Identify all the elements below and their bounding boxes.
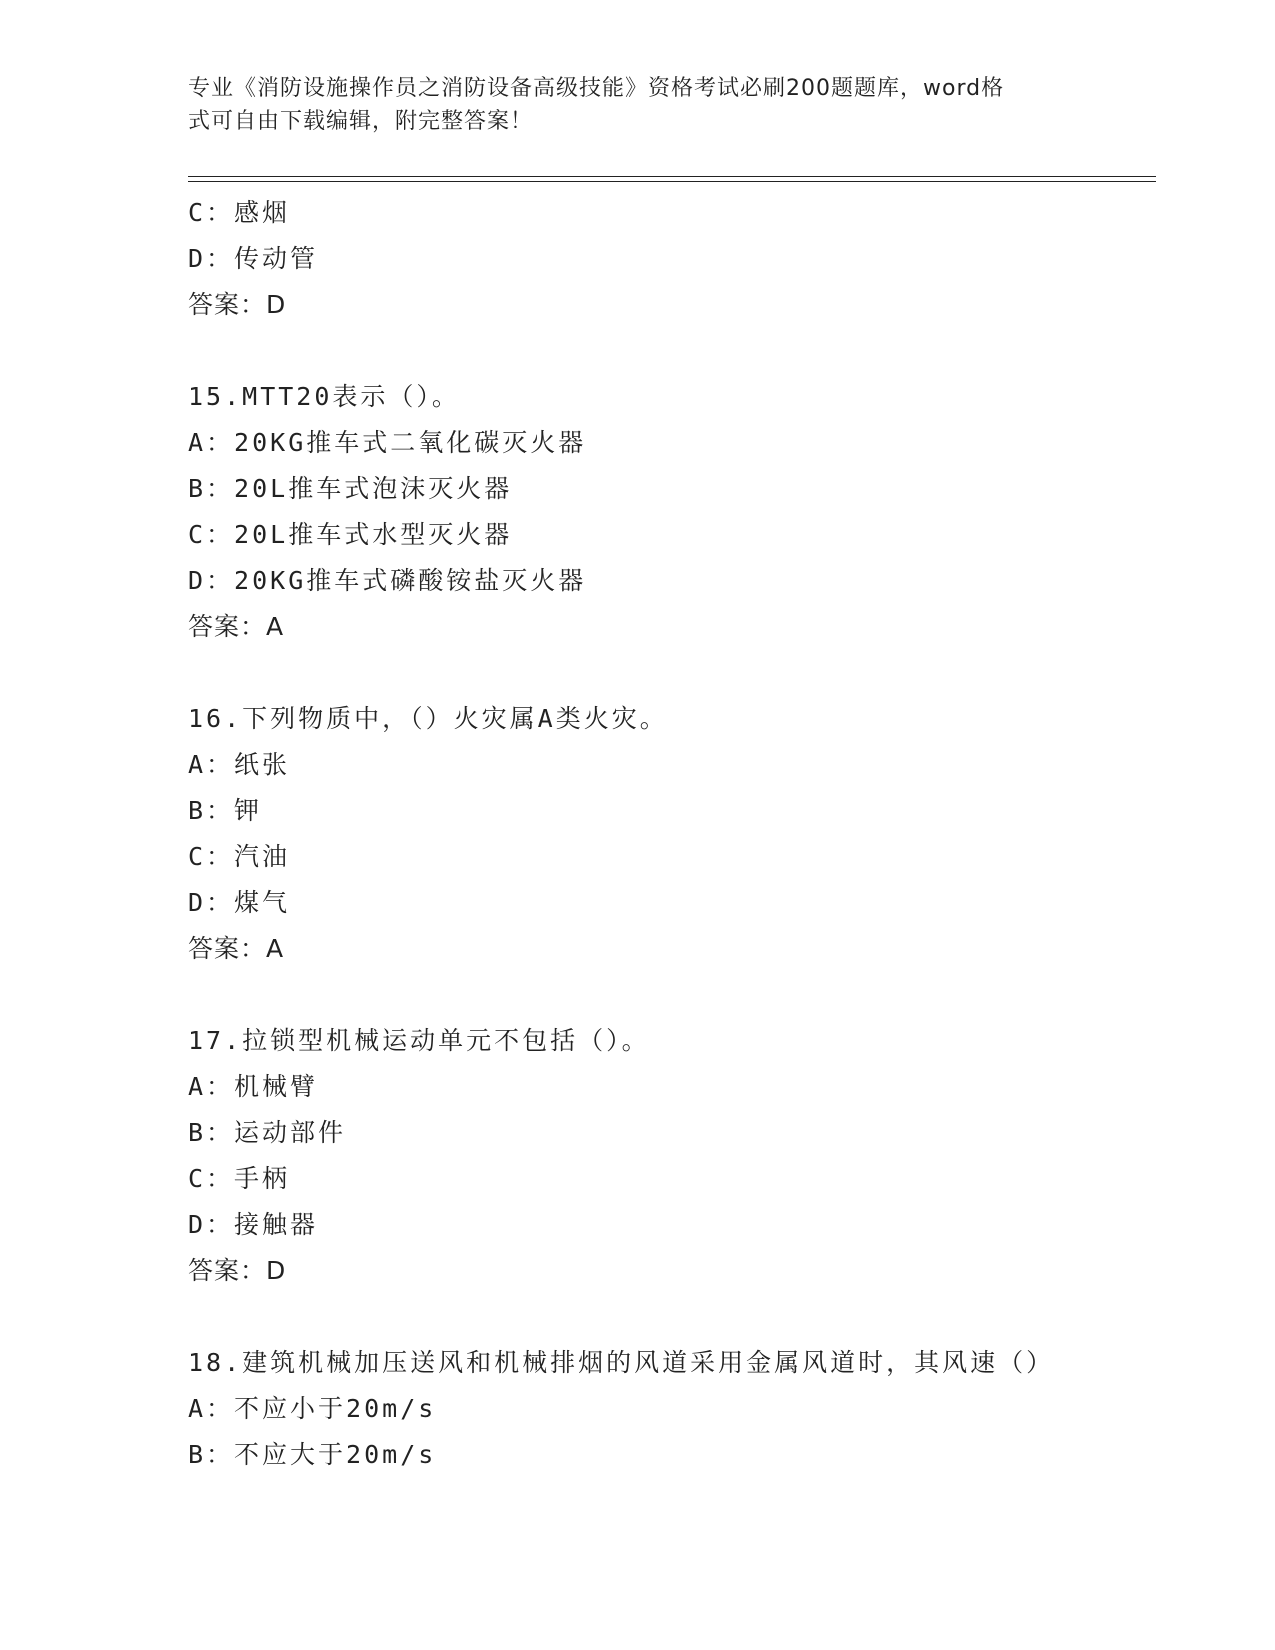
spacer	[188, 1294, 1156, 1340]
question-18	[188, 1340, 1156, 1478]
question-17	[188, 1018, 1156, 1294]
question-list	[188, 190, 1156, 1478]
option-d: D：煤气	[188, 888, 291, 917]
option-a: A：机械臂	[188, 1072, 319, 1101]
option-c: C：手柄	[188, 1164, 291, 1193]
question-15	[188, 374, 1156, 650]
question-stem: 18.建筑机械加压送风和机械排烟的风道采用金属风道时，其风速（）	[188, 1348, 1055, 1377]
option-a: A：不应小于20m/s	[188, 1394, 437, 1423]
option-c: C：20L推车式水型灭火器	[188, 520, 513, 549]
header-line-1: 专业《消防设施操作员之消防设备高级技能》资格考试必刷200题题库，word格	[188, 76, 1005, 101]
header-divider-bottom	[188, 181, 1156, 182]
option-b: B：钾	[188, 796, 263, 825]
option-b: B：20L推车式泡沫灭火器	[188, 474, 513, 503]
answer: 答案：D	[188, 290, 287, 319]
spacer	[188, 972, 1156, 1018]
question-stem: 17.拉锁型机械运动单元不包括（）。	[188, 1026, 650, 1055]
option-a: A：20KG推车式二氧化碳灭火器	[188, 428, 587, 457]
document-header	[188, 72, 1068, 138]
option-b: B：运动部件	[188, 1118, 347, 1147]
option-c: C：感烟	[188, 198, 291, 227]
option-d: D：传动管	[188, 244, 319, 273]
option-d: D：20KG推车式磷酸铵盐灭火器	[188, 566, 587, 595]
question-stem: 15.MTT20表示（）。	[188, 382, 460, 411]
option-d: D：接触器	[188, 1210, 319, 1239]
question-stem: 16.下列物质中，（）火灾属A类火灾。	[188, 704, 668, 733]
spacer	[188, 650, 1156, 696]
option-b: B：不应大于20m/s	[188, 1440, 437, 1469]
option-c: C：汽油	[188, 842, 291, 871]
answer: 答案：A	[188, 934, 285, 963]
answer: 答案：A	[188, 612, 285, 641]
answer: 答案：D	[188, 1256, 287, 1285]
option-a: A：纸张	[188, 750, 291, 779]
question-16	[188, 696, 1156, 972]
header-divider-top	[188, 176, 1156, 177]
spacer	[188, 328, 1156, 374]
header-line-2: 式可自由下载编辑，附完整答案！	[188, 109, 534, 134]
